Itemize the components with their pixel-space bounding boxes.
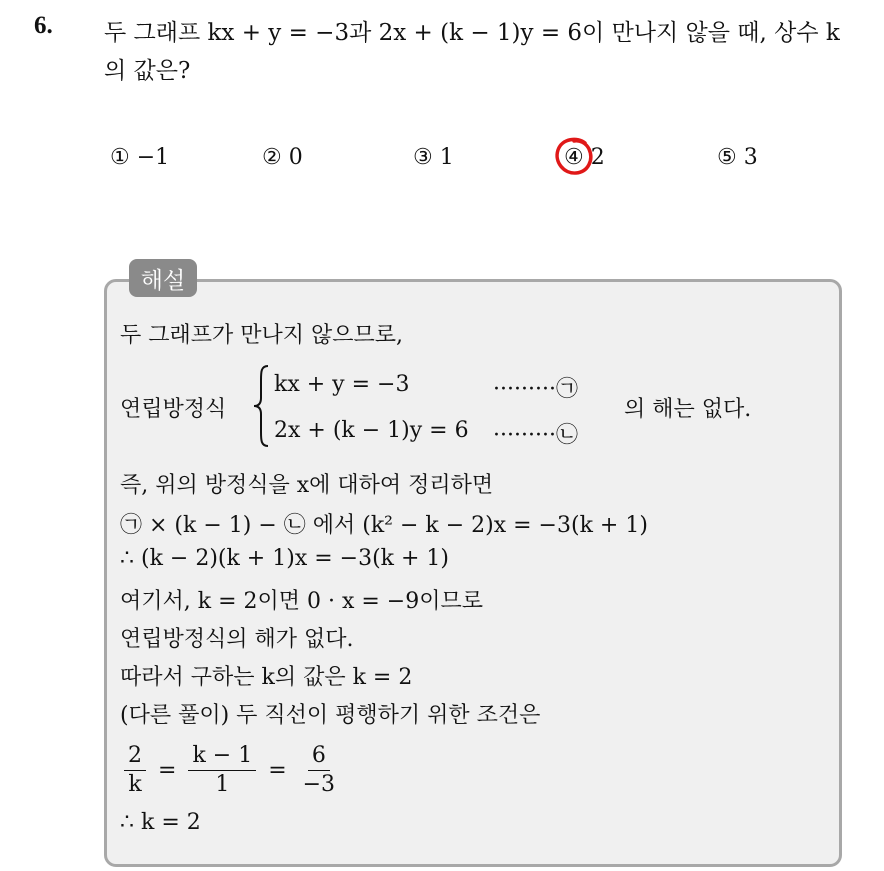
solution-line-5: ∴ (k − 2)(k + 1)x = −3(k + 1)	[120, 546, 449, 571]
solution-tag: 해설	[129, 259, 197, 297]
question-text-line1: 두 그래프 kx + y = −3과 2x + (k − 1)y = 6이 만나지 않을 때, 상수 k	[104, 20, 840, 46]
equals-sign: =	[268, 757, 287, 783]
choice-2[interactable]: ② 0	[262, 145, 303, 170]
equation-2-label: ·········㉡	[493, 423, 578, 448]
choice-5[interactable]: ⑤ 3	[717, 145, 758, 170]
question-text-line2: 의 값은?	[104, 58, 191, 84]
choice-4[interactable]: ④ 2	[564, 145, 605, 170]
fraction-3-denominator: −3	[302, 771, 336, 797]
fraction-2-denominator: 1	[215, 771, 230, 797]
fraction-2-numerator: k − 1	[188, 742, 256, 771]
fraction-1-denominator: k	[128, 771, 142, 797]
choice-3[interactable]: ③ 1	[413, 145, 454, 170]
fraction-1-numerator: 2	[124, 742, 146, 771]
fraction-2	[188, 742, 256, 799]
solution-line-6: 여기서, k = 2이면 0 · x = −9이므로	[120, 589, 483, 614]
system-prefix: 연립방정식	[120, 397, 227, 422]
answer-circle-mark-icon	[552, 134, 596, 178]
equation-2: 2x + (k − 1)y = 6	[274, 418, 469, 443]
equation-1-label: ·········㉠	[493, 377, 578, 402]
choice-1[interactable]: ① −1	[110, 145, 170, 170]
system-suffix: 의 해는 없다.	[624, 397, 752, 422]
solution-line-7: 연립방정식의 해가 없다.	[120, 627, 354, 652]
solution-line-4: ㉠ × (k − 1) − ㉡ 에서 (k² − k − 2)x = −3(k + 1)	[120, 513, 648, 538]
solution-line-1: 두 그래프가 만나지 않으므로,	[120, 323, 403, 348]
fraction-equation	[120, 740, 343, 800]
solution-conclusion: ∴ k = 2	[120, 810, 201, 835]
fraction-1	[124, 742, 146, 799]
solution-line-8: 따라서 구하는 k의 값은 k = 2	[120, 665, 413, 690]
question-number: 6.	[34, 12, 53, 39]
solution-line-3: 즉, 위의 방정식을 x에 대하여 정리하면	[120, 473, 494, 498]
left-brace-icon	[252, 364, 270, 448]
equals-sign: =	[158, 757, 177, 783]
fraction-3-numerator: 6	[308, 742, 330, 771]
equation-1: kx + y = −3	[274, 372, 410, 397]
fraction-3	[299, 742, 339, 799]
solution-line-9: (다른 풀이) 두 직선이 평행하기 위한 조건은	[120, 703, 541, 728]
